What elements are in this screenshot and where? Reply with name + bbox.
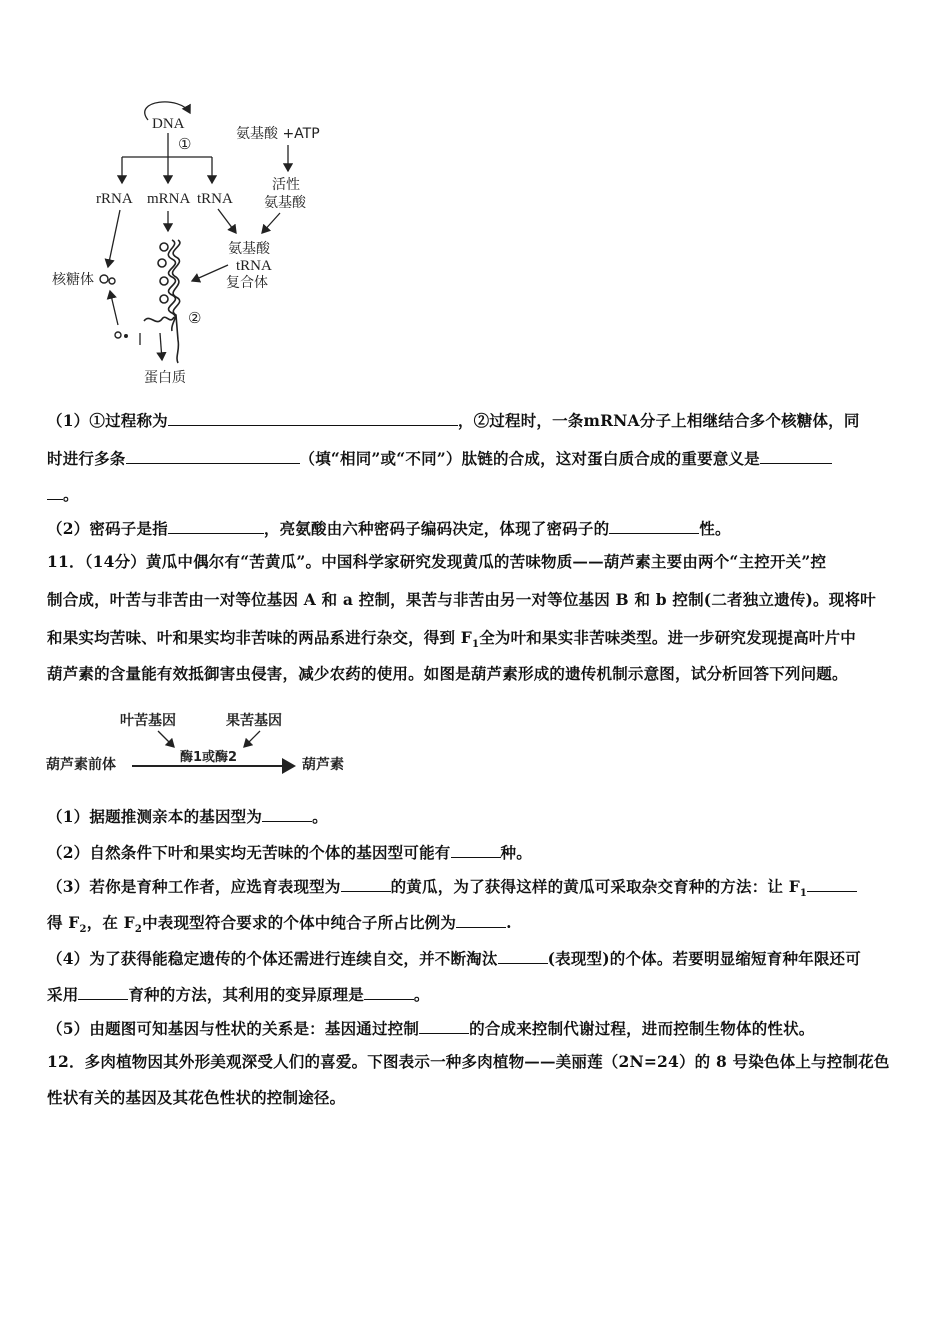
protein-label: 蛋白质 [144,370,186,386]
answer-blank[interactable] [168,410,458,426]
q11-line4: 葫芦素的含量能有效抵御害虫侵害，减少农药的使用。如图是葫芦素形成的遗传机制示意图，试分析回答下列问题。 [47,664,848,683]
ribosome-icon [100,275,108,283]
q10-part2-line: （2）密码子是指 ，亮氨酸由六种密码子编码决定，体现了密码子的 性。 [47,519,731,538]
answer-blank[interactable] [451,842,501,858]
q10-part1-line1: （1）①过程称为 ，②过程时，一条mRNA分子上相继结合多个核糖体，同 [47,411,860,430]
cucurbitacin-pathway-diagram [40,703,380,783]
ribosome-label: 核糖体 [52,272,94,288]
dna-label: DNA [152,116,185,132]
enzyme-label: 酶1或酶2 [180,750,238,765]
answer-blank[interactable] [364,984,414,1000]
polysome-icon [144,240,180,363]
fruit-gene-label: 果苦基因 [226,713,282,729]
answer-blank[interactable] [807,876,857,892]
q11-sub3-line2: 得 $F_2$，在 $F_2$中表现型符合要求的个体中纯合子所占比例为 . [47,913,512,936]
q11-line2: 制合成，叶苦与非苦由一对等位基因 A 和 a 控制，果苦与非苦由另一对等位基因 B 和 b 控制(二者独立遗传)。现将叶 [47,590,876,609]
q12-line2: 性状有关的基因及其花色性状的控制途径。 [47,1088,346,1107]
answer-blank[interactable] [498,948,548,964]
q10-part1-line2: 时进行多条 （填“相同”或“不同”）肽链的合成，这对蛋白质合成的重要意义是 [47,448,832,469]
q11-sub4-line2: 采用 育种的方法，其利用的变异原理是 。 [47,985,430,1004]
answer-blank[interactable] [341,876,391,892]
answer-blank[interactable] [760,448,832,464]
amino-atp-label: 氨基酸 +ATP [236,126,320,142]
answer-blank[interactable] [78,984,128,1000]
answer-blank[interactable] [609,518,699,534]
step1-label: ① [178,137,192,153]
precursor-label: 葫芦素前体 [46,757,116,773]
active-amino-label-2: 氨基酸 [264,195,306,211]
q11-line1: 11．（14分）黄瓜中偶尔有“苦黄瓜”。中国科学家研究发现黄瓜的苦味物质——葫芦素主要由两个“主控开关”控 [47,552,827,571]
step2-label: ② [188,311,202,327]
q11-sub2: （2）自然条件下叶和果实均无苦味的个体的基因型可能有 种。 [47,843,532,862]
q11-sub4-line1: （4）为了获得能稳定遗传的个体还需进行连续自交，并不断淘汰 (表现型)的个体。若要明显缩短育种年限还可 [47,949,861,968]
answer-blank[interactable] [419,1018,469,1034]
leaf-gene-label: 叶苦基因 [120,713,176,729]
ribosome-subunit-icon [115,332,121,338]
active-amino-label-1: 活性 [272,177,300,193]
complex-label-1: 氨基酸 [228,241,270,257]
q11-line3: 和果实均苦味、叶和果实均非苦味的两品系进行杂交，得到 $F_1$全为叶和果实非苦味类型。进一步研究发现提高叶片中 [47,628,856,651]
q11-sub3-line1: （3）若你是育种工作者，应选育表现型为 的黄瓜，为了获得这样的黄瓜可采取杂交育种的方法：让 $F_1$ [47,876,857,904]
complex-label-2: tRNA [236,258,272,274]
answer-blank[interactable] [47,484,63,500]
answer-blank[interactable] [168,518,264,534]
mrna-label: mRNA [147,191,191,207]
complex-label-3: 复合体 [226,275,268,291]
trna-label: tRNA [197,191,233,207]
q11-sub5: （5）由题图可知基因与性状的关系是：基因通过控制 的合成来控制代谢过程，进而控制生物体的性状。 [47,1019,815,1038]
q12-line1: 12．多肉植物因其外形美观深受人们的喜爱。下图表示一种多肉植物——美丽莲（2N=24）的 8 号染色体上与控制花色 [47,1052,890,1071]
rrna-label: rRNA [96,191,133,207]
answer-blank[interactable] [456,912,506,928]
q11-sub1: （1）据题推测亲本的基因型为 。 [47,807,328,826]
gene-expression-diagram [40,95,350,395]
product-label: 葫芦素 [302,757,344,773]
answer-blank[interactable] [126,448,300,464]
q10-part1-line3: 。 [47,484,79,505]
answer-blank[interactable] [262,806,312,822]
